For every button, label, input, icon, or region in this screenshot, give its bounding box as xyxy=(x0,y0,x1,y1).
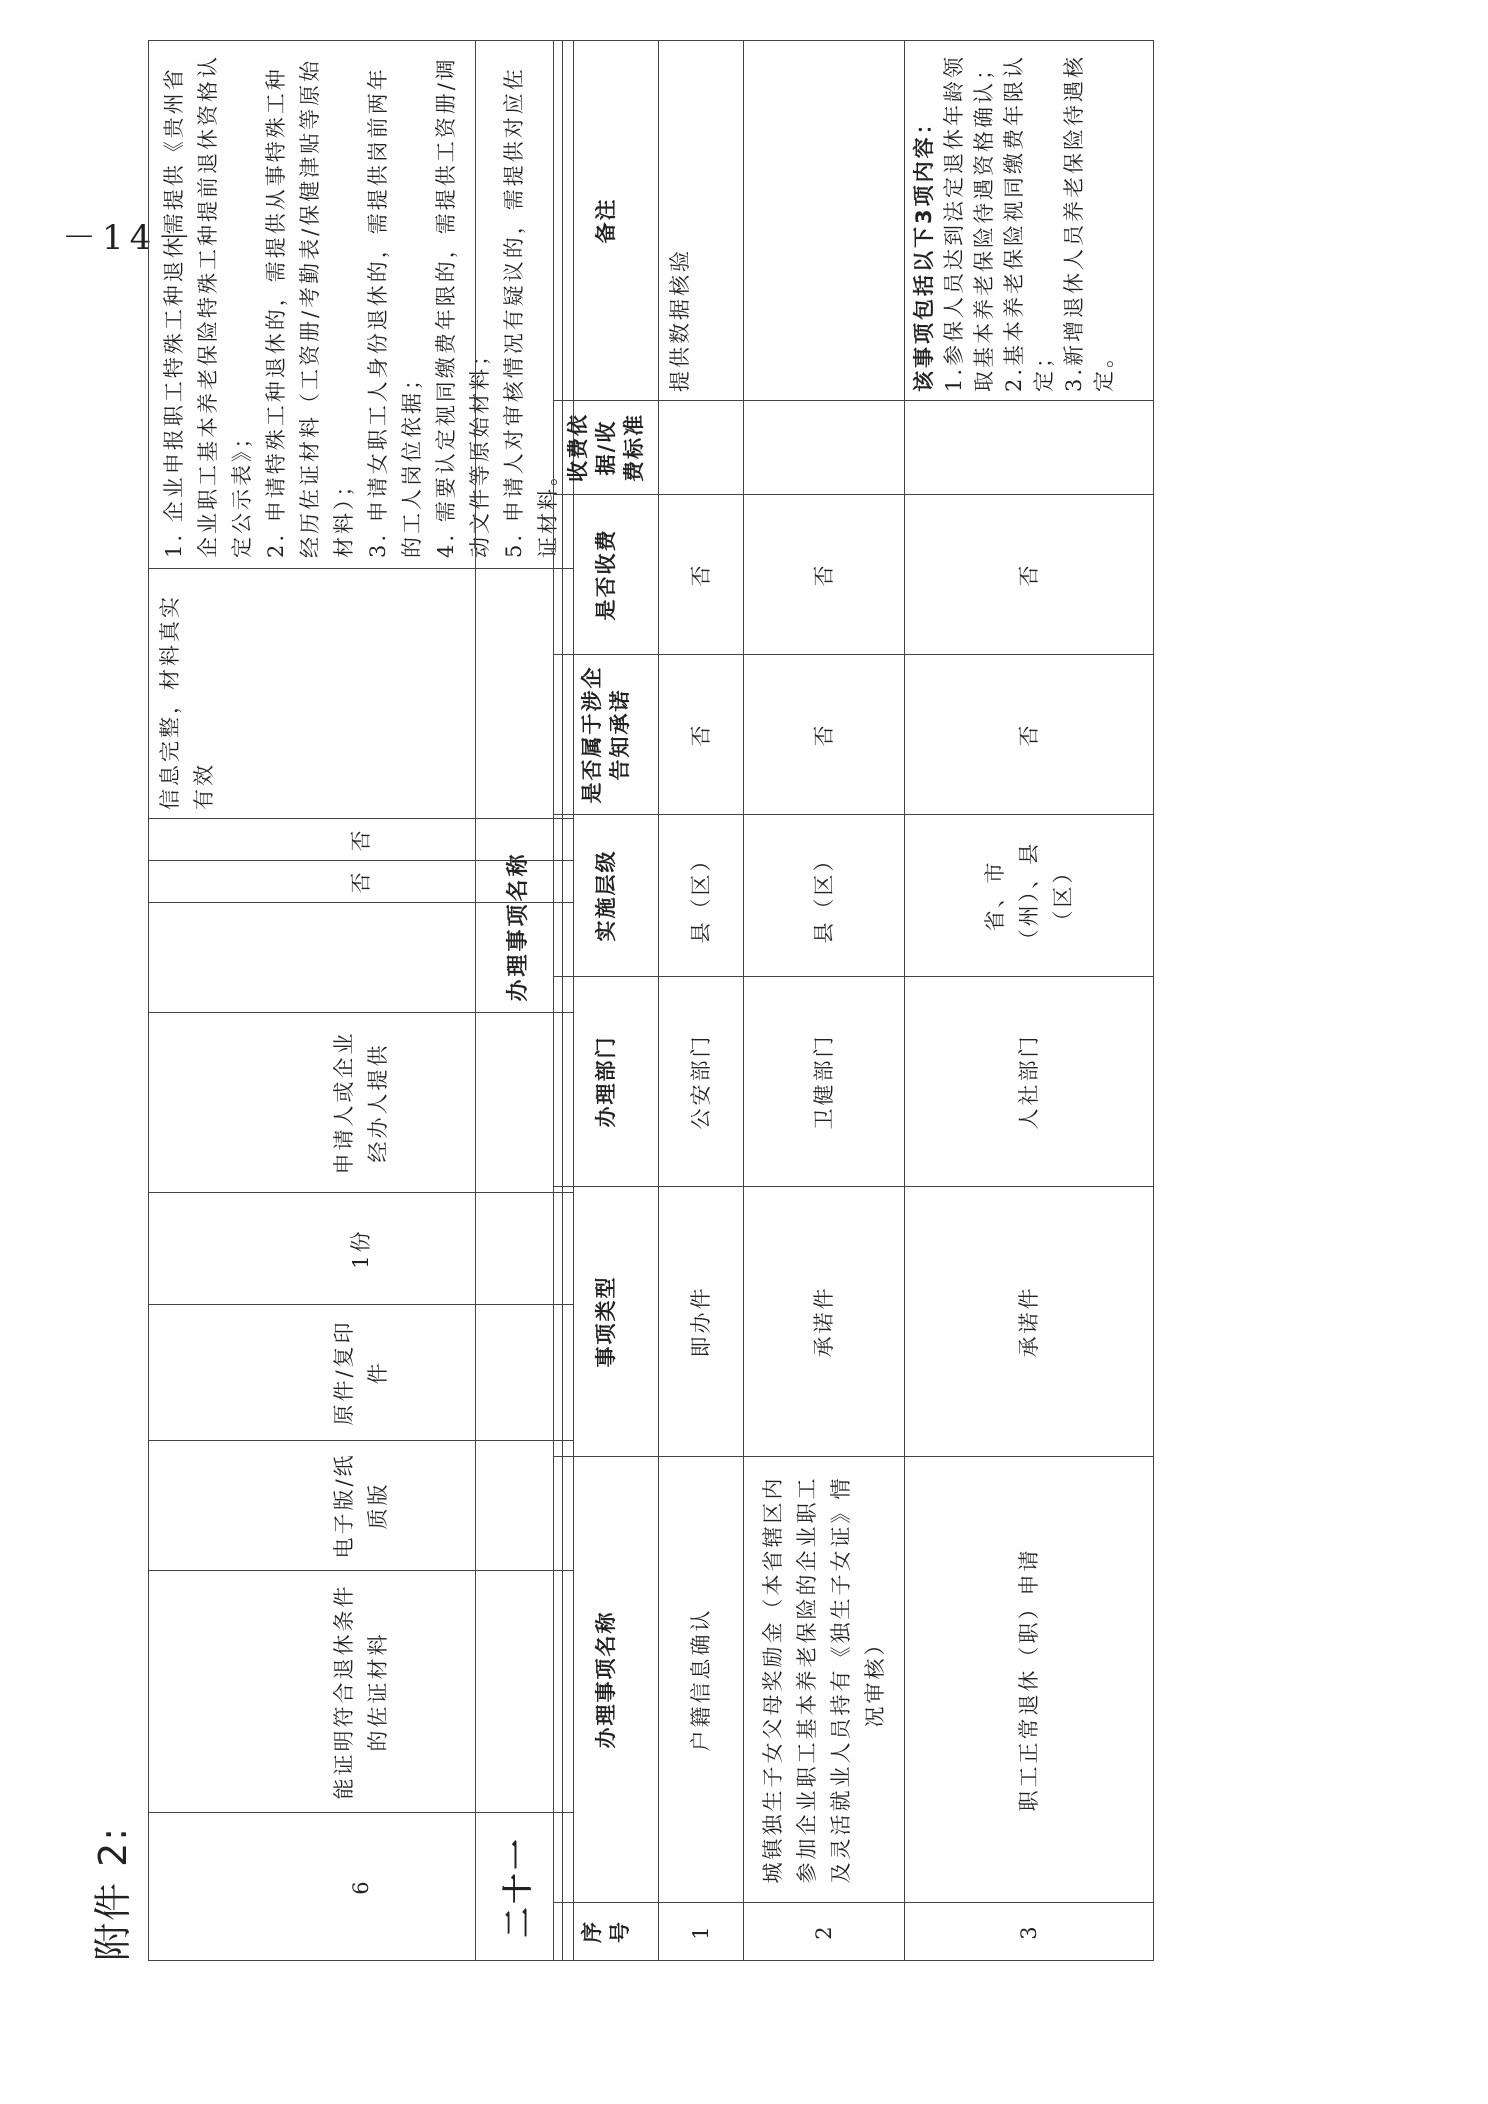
header-dept: 办理部门 xyxy=(554,977,659,1187)
prev-item-standard: 信息完整，材料真实有效 xyxy=(149,569,574,819)
header-fee: 是否收费 xyxy=(554,495,659,655)
table-row xyxy=(905,41,1154,1961)
row-name: 职工正常退休（职）申请 xyxy=(905,1457,1154,1903)
row-level: 省、市（州）、县（区） xyxy=(905,815,1154,977)
prev-item-name: 能证明符合退休条件的佐证材料 xyxy=(149,1571,574,1813)
section-header-table xyxy=(475,40,563,1961)
row-type: 即办件 xyxy=(659,1187,744,1457)
table-row xyxy=(744,41,905,1961)
section-number: 二十一 xyxy=(476,1813,563,1961)
prev-item-note: 5. 申请人对审核情况有疑议的，需提供对应佐证材料。 xyxy=(502,66,560,558)
prev-item-note: 4. 需要认定视同缴费年限的，需提供工资册/调动文件等原始材料； xyxy=(434,56,492,558)
row-note: 提供数据核验 xyxy=(659,41,744,401)
row-commit: 否 xyxy=(744,655,905,815)
page-number: －14－ xyxy=(62,218,198,258)
header-seq: 序号 xyxy=(554,1903,659,1961)
attachment-label: 附件 2: xyxy=(91,1825,135,1961)
row-name: 户籍信息确认 xyxy=(659,1457,744,1903)
row-seq: 3 xyxy=(905,1903,1154,1961)
row-dept: 人社部门 xyxy=(905,977,1154,1187)
row-commit: 否 xyxy=(659,655,744,815)
prev-item-copies: 1份 xyxy=(149,1193,574,1305)
row-note xyxy=(744,41,905,401)
header-name: 办理事项名称 xyxy=(554,1457,659,1903)
prev-item-note: 2. 申请特殊工种退休的，需提供从事特殊工种经历佐证材料（工资册/考勤表/保健津贴等原始材料）； xyxy=(264,57,356,558)
prev-item-note: 3. 申请女职工人身份退休的，需提供岗前两年的工人岗位依据； xyxy=(366,66,424,558)
row-seq: 1 xyxy=(659,1903,744,1961)
row-fee-basis xyxy=(659,401,744,495)
row-note-head: 该事项包括以下3项内容： xyxy=(912,110,936,392)
header-level: 实施层级 xyxy=(554,815,659,977)
prev-item-original-copy: 原件/复印件 xyxy=(149,1305,574,1441)
prev-item-source: 申请人或企业经办人提供 xyxy=(149,1013,574,1193)
row-note-item: 3.新增退休人员养老保险待遇核定。 xyxy=(1062,53,1116,392)
prev-item-seq: 6 xyxy=(149,1813,574,1961)
header-commit: 是否属于涉企告知承诺 xyxy=(554,655,659,815)
row-level: 县（区） xyxy=(659,815,744,977)
prev-item-required: 否 xyxy=(149,861,574,903)
row-fee-basis xyxy=(905,401,1154,495)
prev-item-note: 1. 企业申报职工特殊工种退休需提供《贵州省企业职工基本养老保险特殊工种提前退休资格认定公示表》； xyxy=(162,54,254,558)
items-table xyxy=(553,40,1154,1961)
row-fee: 否 xyxy=(905,495,1154,655)
row-type: 承诺件 xyxy=(744,1187,905,1457)
row-dept: 公安部门 xyxy=(659,977,744,1187)
row-name: 城镇独生子女父母奖励金（本省辖区内参加企业职工基本养老保险的企业职工及灵活就业人员持有《独生子女证》情况审核） xyxy=(744,1457,905,1903)
header-note: 备注 xyxy=(554,41,659,401)
table-row xyxy=(659,41,744,1961)
row-type: 承诺件 xyxy=(905,1187,1154,1457)
row-commit: 否 xyxy=(905,655,1154,815)
row-level: 县（区） xyxy=(744,815,905,977)
row-fee: 否 xyxy=(659,495,744,655)
table-header-row xyxy=(554,41,659,1961)
row-dept: 卫健部门 xyxy=(744,977,905,1187)
prev-item-fill-required: 否 xyxy=(149,819,574,861)
row-fee-basis xyxy=(744,401,905,495)
section-title: 办理事项名称 xyxy=(476,41,563,1813)
row-fee: 否 xyxy=(744,495,905,655)
row-note-item: 1.参保人员达到法定退休年龄领取基本养老保险待遇资格确认； xyxy=(942,53,996,392)
header-type: 事项类型 xyxy=(554,1187,659,1457)
row-note xyxy=(905,41,1154,401)
prev-item-format: 电子版/纸质版 xyxy=(149,1441,574,1571)
row-note-item: 2.基本养老保险视同缴费年限认定； xyxy=(1002,53,1056,392)
header-fee-basis: 收费依据/收费标准 xyxy=(554,401,659,495)
row-seq: 2 xyxy=(744,1903,905,1961)
